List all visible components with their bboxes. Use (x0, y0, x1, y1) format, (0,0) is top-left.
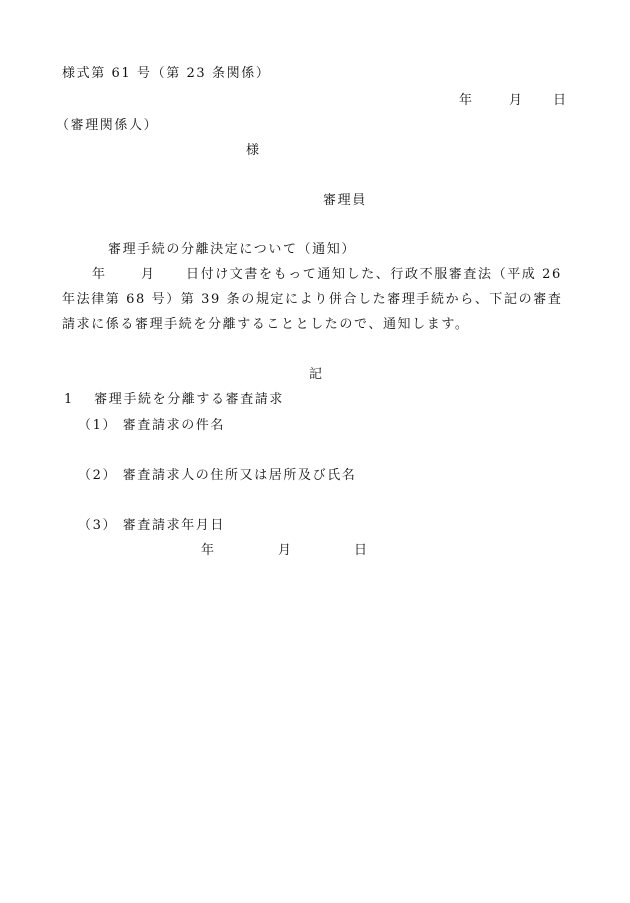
recipient-label: （審理関係人） (56, 118, 159, 133)
body-line-1-month: 月 (141, 267, 156, 282)
sender-name: 審理員 (323, 193, 367, 208)
recipient-honorific: 様 (246, 143, 261, 158)
request-date-month: 月 (278, 543, 293, 558)
note-sub-item-2: （2） 審査請求人の住所又は居所及び氏名 (78, 468, 357, 483)
date-year: 年 (459, 93, 474, 108)
request-date-day: 日 (354, 543, 369, 558)
body-line-1-text: 日付け文書をもって通知した、行政不服審査法（平成 26 (186, 267, 562, 282)
body-line-1-year: 年 (92, 267, 107, 282)
body-line-3: 請求に係る審理手続を分離することとしたので、通知します。 (62, 317, 470, 332)
note-sub-item-3: （3） 審査請求年月日 (78, 518, 226, 533)
note-sub-item-1: （1） 審査請求の件名 (78, 418, 226, 433)
notes-heading: 記 (309, 367, 324, 382)
request-date-year: 年 (201, 543, 216, 558)
note-item-1: 1 審理手続を分離する審査請求 (64, 392, 285, 407)
date-day: 日 (553, 93, 568, 108)
body-line-2: 年法律第 68 号）第 39 条の規定により併合した審理手続から、下記の審査 (62, 292, 563, 307)
form-number: 様式第 61 号（第 23 条関係） (62, 66, 271, 81)
date-month: 月 (509, 93, 524, 108)
document-title: 審理手続の分離決定について（通知） (108, 242, 356, 257)
